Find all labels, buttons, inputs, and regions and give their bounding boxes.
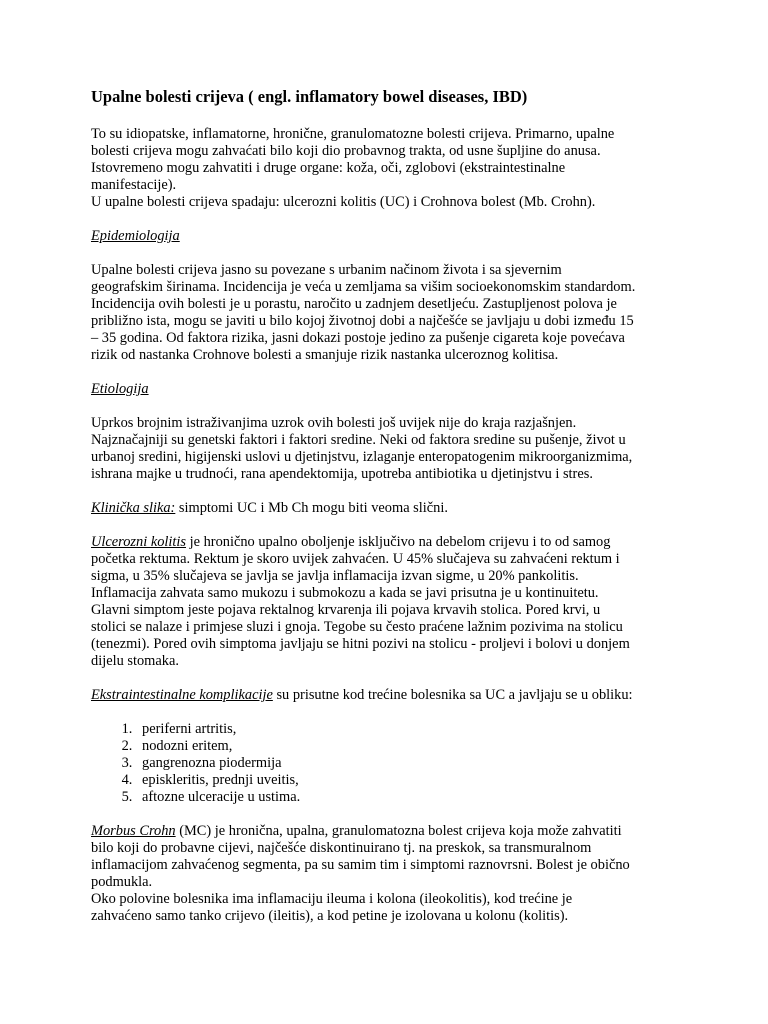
text-line: Glavni simptom jeste pojava rektalnog krvarenja ili pojava krvavih stolica. Pored krvi, u <box>91 602 601 618</box>
term-morbus-crohn: Morbus Crohn <box>91 823 176 839</box>
text-line: urbanoj sredini, higijenski uslovi u djetinjstvu, izlaganje enteropatogenim mikroorganizmima, <box>91 449 633 465</box>
text-line: zahvaćeno samo tanko crijevo (ileitis), a kod petine je izolovana u kolonu (kolitis). <box>91 908 569 924</box>
extraintestinal-paragraph <box>91 687 691 704</box>
text-line: Incidencija ovih bolesti je u porastu, naročito u zadnjem desetljeću. Zastupljenost polova je <box>91 296 617 312</box>
document-title: Upalne bolesti crijeva ( engl. inflamatory bowel diseases, IBD) <box>91 87 528 106</box>
text-line: bolesti crijeva mogu zahvaćati bilo koji dio probavnog trakta, od usne šupljine do anusa. <box>91 143 601 159</box>
text-line: To su idiopatske, inflamatorne, hronične, granulomatozne bolesti crijeva. Primarno, upalne <box>91 126 615 142</box>
text-line: U upalne bolesti crijeva spadaju: ulcerozni kolitis (UC) i Crohnova bolest (Mb. Crohn). <box>91 194 596 210</box>
list-item: 2. nodozni eritem, <box>136 738 691 755</box>
text-line: dijelu stomaka. <box>91 653 179 669</box>
text-line <box>91 687 691 704</box>
uc-paragraph <box>91 534 691 670</box>
clinical-text: simptomi UC i Mb Ch mogu biti veoma slični. <box>175 500 448 516</box>
text-line: Oko polovine bolesnika ima inflamaciju ileuma i kolona (ileokolitis), kod trećine je <box>91 891 573 907</box>
list-item: 3. gangrenozna piodermija <box>136 755 691 772</box>
text-line: Upalne bolesti crijeva jasno su povezane s urbanim načinom života i sa sjevernim <box>91 262 562 278</box>
text-line: rizik od nastanka Crohnove bolesti a smanjuje rizik nastanka ulceroznog kolitisa. <box>91 347 559 363</box>
section-heading-etiology: Etiologija <box>91 381 149 397</box>
text-line <box>91 823 691 840</box>
term-extraintestinal: Ekstraintestinalne komplikacije <box>91 687 273 703</box>
list-item: 5. aftozne ulceracije u ustima. <box>136 789 691 806</box>
text-line: bilo koji do probavne cijevi, najčešće diskontinuirano tj. na preskok, sa transmuralnom <box>91 840 592 856</box>
text-line: (tenezmi). Pored ovih simptoma javljaju se hitni pozivi na stolicu - proljevi i bolovi u donjem <box>91 636 630 652</box>
list-item: 4. episkleritis, prednji uveitis, <box>136 772 691 789</box>
text-line: podmukla. <box>91 874 153 890</box>
uc-first-line: je hronično upalno oboljenje isključivo na debelom crijevu i to od samog <box>186 534 611 550</box>
epidemiology-paragraph <box>91 262 691 364</box>
clinical-paragraph <box>91 500 691 517</box>
text-line: Najznačajniji su genetski faktori i faktori sredine. Neki od faktora sredine su pušenje, život u <box>91 432 626 448</box>
crohn-first-line: (MC) je hronična, upalna, granulomatozna bolest crijeva koja može zahvatiti <box>175 823 622 839</box>
text-line: približno ista, mogu se javiti u bilo kojoj životnoj dobi a najčešće se javljaju u dobi između 15 <box>91 313 634 329</box>
list-item: 1. periferni artritis, <box>136 721 691 738</box>
text-line: Uprkos brojnim istraživanjima uzrok ovih bolesti još uvijek nije do kraja razjašnjen. <box>91 415 577 431</box>
text-line <box>91 500 691 517</box>
document-page <box>91 87 691 942</box>
text-line: Inflamacija zahvata samo mukozu i submokozu a kada se javi prisutna je u kontinuitetu. <box>91 585 599 601</box>
text-line: geografskim širinama. Incidencija je veća u zemljama sa višim socioekonomskim standardom. <box>91 279 636 295</box>
text-line: – 35 godina. Od faktora rizika, jasni dokazi postoje jedino za pušenje cigareta koje povećava <box>91 330 625 346</box>
text-line: ishrana majke u trudnoći, rana apendektomija, upotreba antibiotika u djetinjstvu i stres. <box>91 466 593 482</box>
text-line: inflamacijom zahvaćenog segmenta, pa su samim tim i simptomi raznovrsni. Bolest je obično <box>91 857 630 873</box>
etiology-paragraph <box>91 415 691 483</box>
extraintestinal-text: su prisutne kod trećine bolesnika sa UC a javljaju se u obliku: <box>272 687 633 703</box>
complications-list <box>91 721 691 806</box>
intro-paragraph <box>91 126 691 211</box>
term-ulcerative-colitis: Ulcerozni kolitis <box>91 534 186 550</box>
crohn-paragraph <box>91 823 691 925</box>
text-line <box>91 534 691 551</box>
text-line: manifestacije). <box>91 177 177 193</box>
text-line: stolici se nalaze i primjese sluzi i gnoja. Tegobe su često praćene lažnim pozivima na stolicu <box>91 619 623 635</box>
text-line: sigma, u 35% slučajeva se javlja se javlja inflamacija izvan sigme, u 20% pankolitis. <box>91 568 579 584</box>
section-heading-epidemiology: Epidemiologija <box>91 228 180 244</box>
term-clinical: Klinička slika: <box>91 500 176 516</box>
text-line: početka rektuma. Rektum je skoro uvijek zahvaćen. U 45% slučajeva su zahvaćeni rektum i <box>91 551 620 567</box>
text-line: Istovremeno mogu zahvatiti i druge organe: koža, oči, zglobovi (ekstraintestinalne <box>91 160 566 176</box>
